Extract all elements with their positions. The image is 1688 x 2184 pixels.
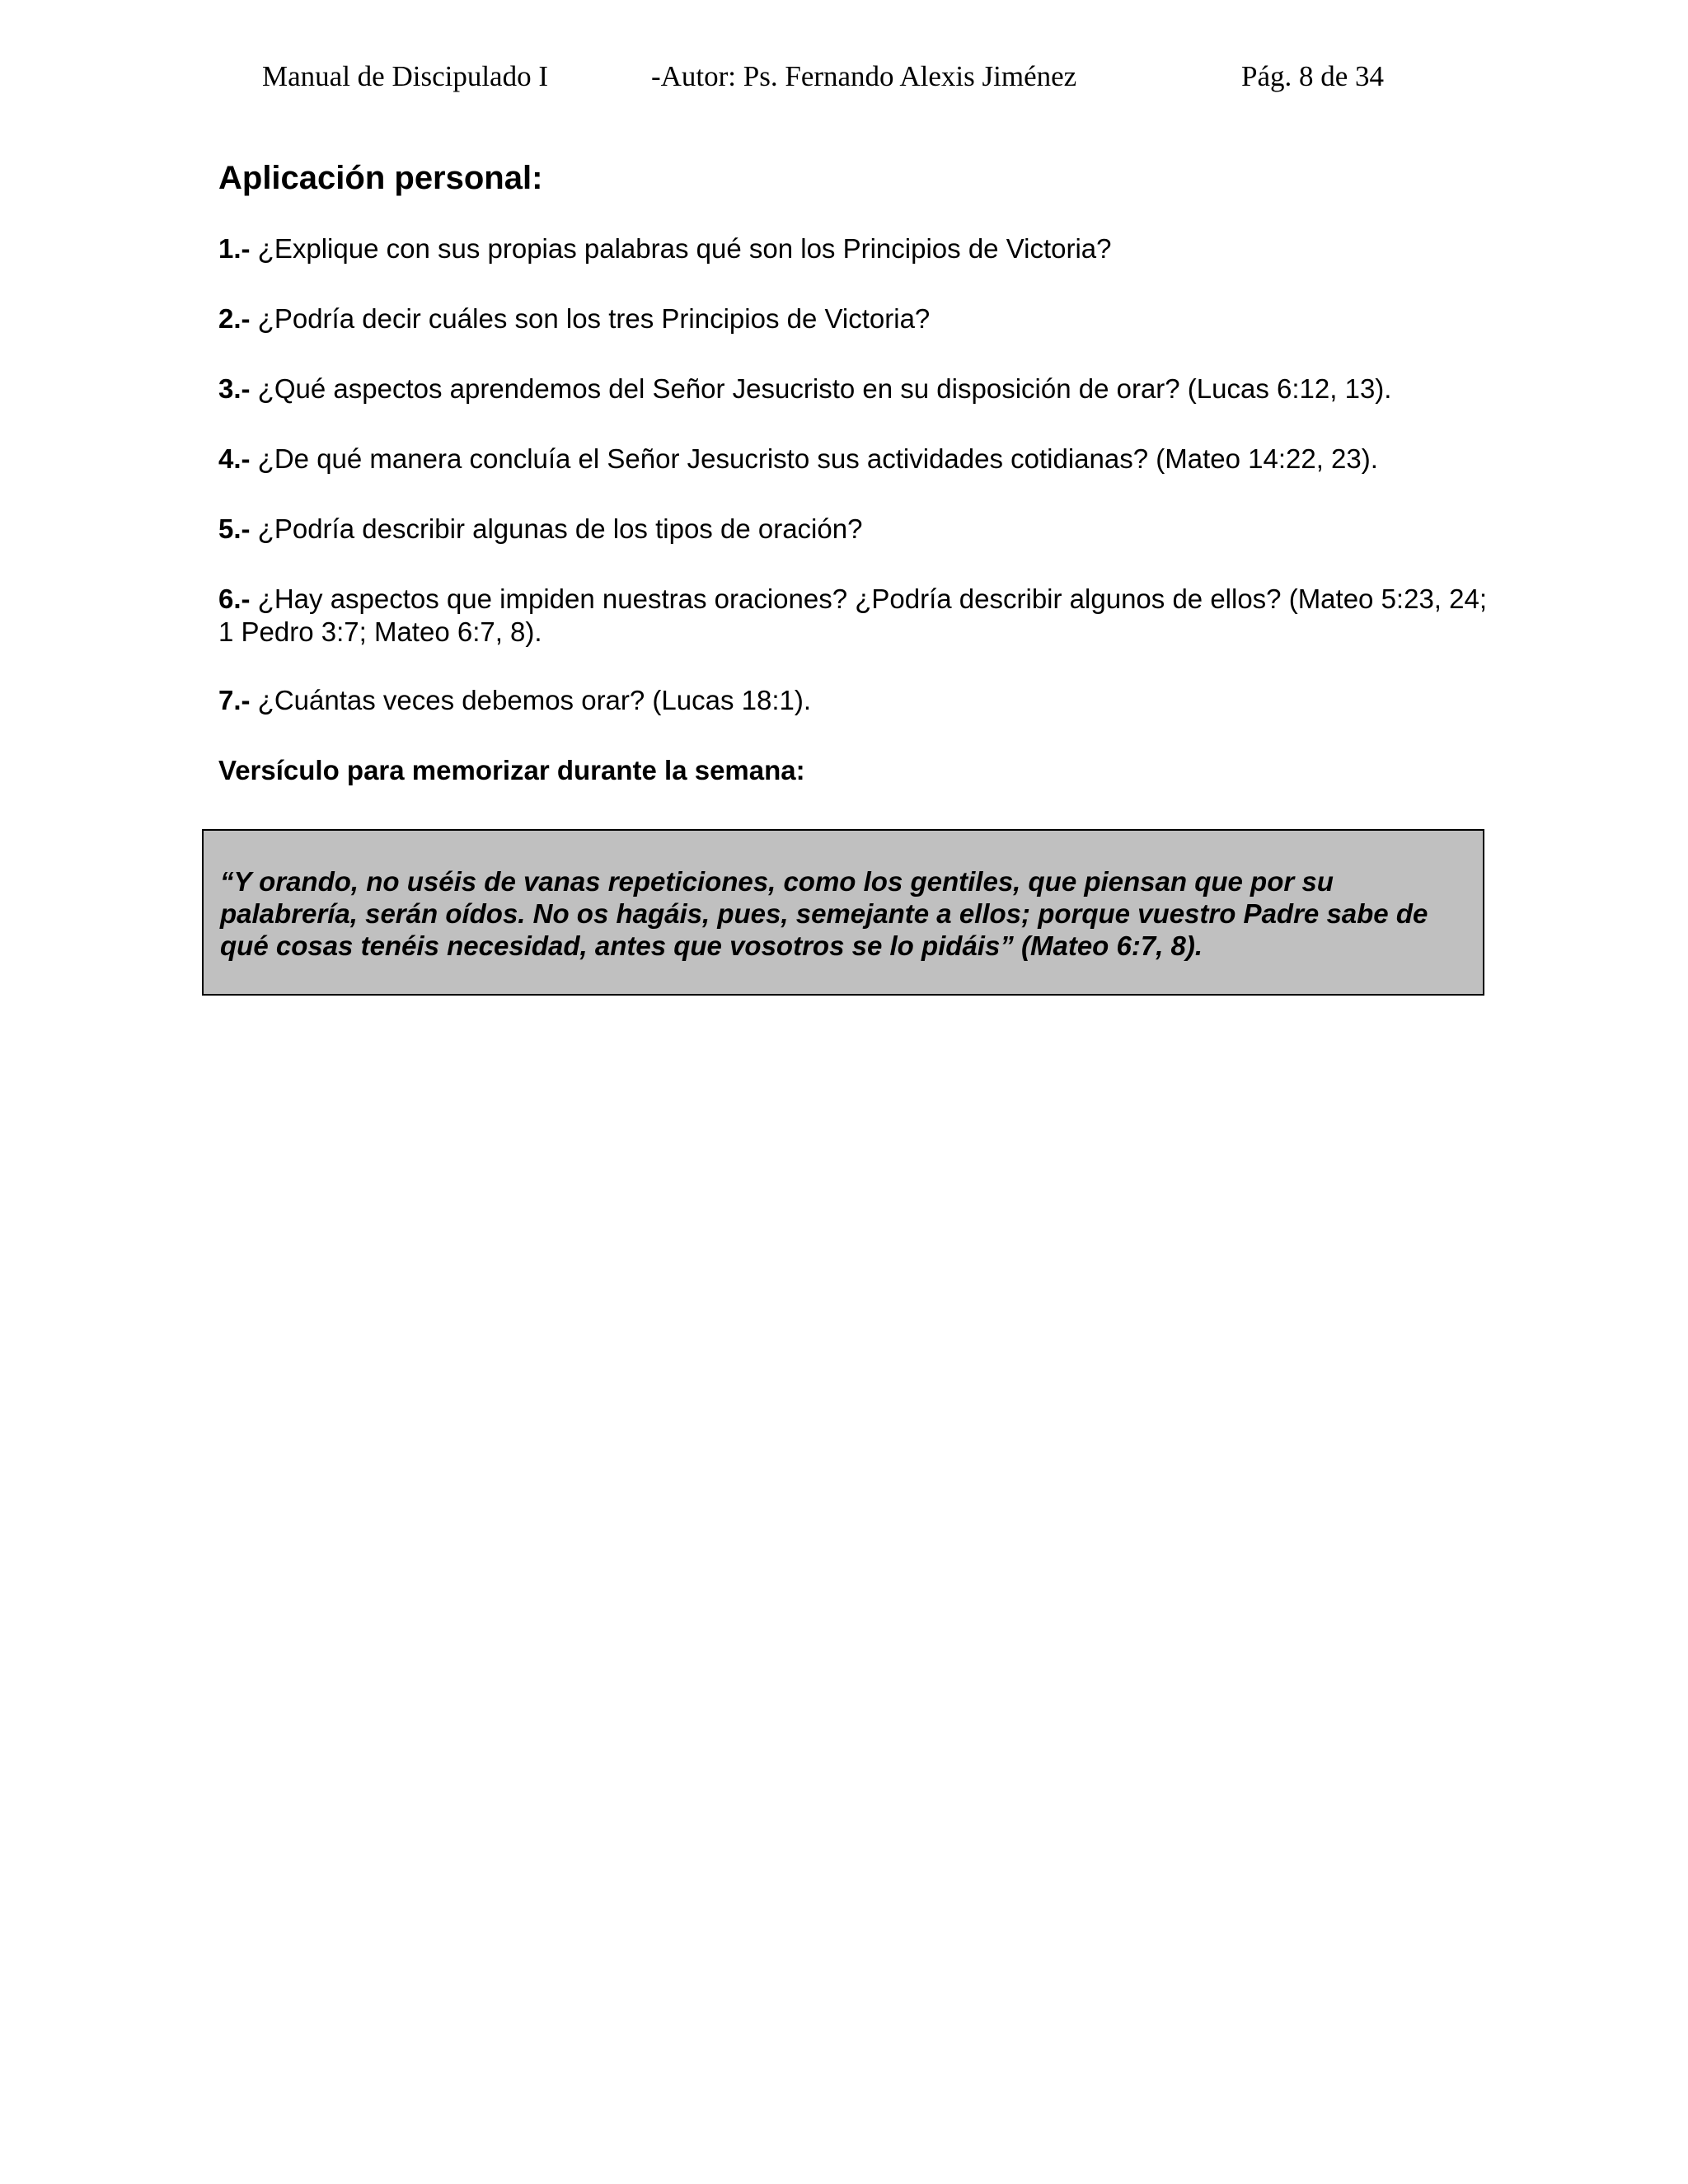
memory-verse-box bbox=[202, 829, 1484, 996]
question-text: ¿Podría describir algunas de los tipos de oración? bbox=[250, 513, 863, 544]
question-number: 6.- bbox=[218, 583, 251, 614]
question-text: ¿Hay aspectos que impiden nuestras oraciones? ¿Podría describir algunos de ellos? (Mateo 5:23, 24; 1 Pedro 3:7; Mateo 6:7, 8). bbox=[218, 583, 1488, 647]
question-number: 2.- bbox=[218, 303, 251, 334]
question-6 bbox=[218, 583, 1488, 649]
memory-verse-text: “Y orando, no uséis de vanas repeticiones, como los gentiles, que piensan que por su palabrería, serán oídos. No os hagáis, pues, semejante a ellos; porque vuestro Padre sabe de qué cosas tenéis necesidad, antes que vosotros se lo pidáis” (Mateo 6:7, 8). bbox=[220, 866, 1428, 961]
section-title: Aplicación personal: bbox=[218, 160, 543, 196]
question-text: ¿Cuántas veces debemos orar? (Lucas 18:1). bbox=[250, 685, 812, 715]
question-5 bbox=[218, 513, 1488, 546]
question-text: ¿De qué manera concluía el Señor Jesucristo sus actividades cotidianas? (Mateo 14:22, 23). bbox=[250, 443, 1378, 474]
question-text: ¿Qué aspectos aprendemos del Señor Jesucristo en su disposición de orar? (Lucas 6:12, 13). bbox=[250, 373, 1392, 404]
header-manual-title: Manual de Discipulado I bbox=[262, 60, 548, 92]
question-1 bbox=[218, 232, 1488, 265]
question-number: 5.- bbox=[218, 513, 251, 544]
question-2 bbox=[218, 302, 1488, 335]
question-number: 1.- bbox=[218, 233, 251, 264]
page-header bbox=[0, 56, 1688, 97]
header-author: -Autor: Ps. Fernando Alexis Jiménez bbox=[651, 60, 1077, 92]
question-3 bbox=[218, 373, 1488, 405]
question-text: ¿Podría decir cuáles son los tres Principios de Victoria? bbox=[250, 303, 931, 334]
question-7 bbox=[218, 684, 1488, 717]
question-4 bbox=[218, 443, 1488, 476]
header-page-number: Pág. 8 de 34 bbox=[1241, 60, 1385, 92]
question-text: ¿Explique con sus propias palabras qué son los Principios de Victoria? bbox=[250, 233, 1112, 264]
question-number: 7.- bbox=[218, 685, 251, 715]
memorize-verse-title: Versículo para memorizar durante la semana: bbox=[218, 755, 805, 785]
question-number: 3.- bbox=[218, 373, 251, 404]
question-number: 4.- bbox=[218, 443, 251, 474]
